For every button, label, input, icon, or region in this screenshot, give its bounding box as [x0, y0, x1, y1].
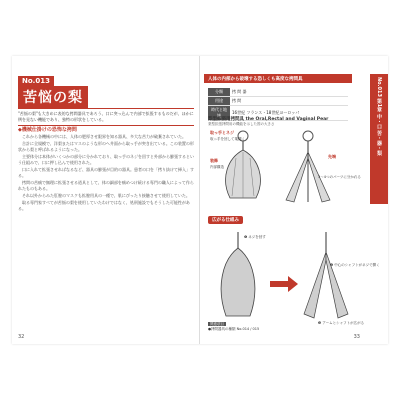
illustration-title: 梨型拡張用拷問具 the Oral,Rectal and Vaginal Pear — [208, 117, 329, 122]
pear-open-icon — [286, 131, 330, 202]
info-value: 拷 問 器 — [230, 88, 348, 97]
table-row — [208, 88, 348, 97]
diagram-note: 取っ手を回して葉開く — [210, 137, 245, 141]
intro-text: "苦悩の梨"も大きめに表的な拷問器具であろう、口に突っ込んで内部で拡張するものだが、ほかに例を見ない機能であり、独特の形状をしている。 — [18, 108, 194, 126]
related-text: ●拷問器具の種類 No.014 / 015 — [208, 327, 260, 331]
left-page — [12, 56, 200, 344]
diagram-note: 内部構造 — [210, 165, 224, 169]
table-row — [208, 97, 348, 106]
info-key: 用途 — [208, 97, 230, 106]
info-key: 時代と地域 — [208, 106, 230, 121]
mechanism-title: 広がる仕組み — [208, 216, 243, 224]
paragraph: 口に入れて拡張させればなるなど、器具の膨張が目的の器具。患者の口を「拷り抜けて挿入」する。 — [18, 166, 194, 179]
section-heading: ◆機械仕掛けの恐怖な拷問 — [18, 127, 77, 133]
book-spread — [12, 56, 388, 344]
page-number-left: 32 — [18, 334, 25, 340]
paragraph: それ以外からみた肛膣のマスクも拡膣用具の一種で、肌にぴったり接触させて使用していた。 — [22, 193, 190, 199]
diagram-note: 取っ手とネジ — [210, 130, 234, 135]
pear-closed-illustration — [208, 128, 361, 208]
mechanism-illustration — [208, 226, 380, 326]
mechanism-step: ❷ 中心のシャフトがネジで開く — [330, 263, 380, 267]
entry-number-badge: No.013 — [18, 76, 54, 86]
paragraph: 主要体分は本体がいくつかの部分に分かれており、取っ手のネジを回すと外部から膨張するという仕組みで、口に押し込んで使用された。 — [18, 153, 194, 166]
arrow-right-icon — [270, 276, 298, 292]
diagram-note: 先端 — [328, 154, 336, 159]
entry-title: 苦悩の梨 — [18, 86, 88, 108]
paragraph: これから各機械の中には、人体の肥厚させ限界を知る器具、多大な苦力が破棄されていた。 — [22, 134, 186, 139]
info-value: 拷 問 — [230, 97, 348, 106]
pear-after-icon — [304, 232, 348, 318]
body-text — [18, 134, 194, 326]
right-page — [200, 56, 388, 344]
info-key: 分類 — [208, 88, 230, 97]
page-number-right: 33 — [353, 334, 360, 340]
diagram-note: 3～4つのパーツに分かれる — [318, 175, 361, 179]
mechanism-step: ❶ ネジを回す — [244, 235, 266, 239]
pear-before-icon — [221, 232, 255, 316]
paragraph: 合計に全規模で、洋梨またはマスのような形のヘ井面から取っ手が突き出ている。この装置の形状から梨と呼ばれるようになった。 — [18, 140, 194, 153]
paragraph: 取る専門家すべてが苦悩の梨を使用していたわけではなく、処刑施設でもそうした可能性がある。 — [18, 199, 190, 212]
related-label: 関連項目 — [210, 322, 224, 326]
header-band: 人体の内部から破壊する恐しくも高度な拷問具 — [204, 74, 352, 83]
related-items — [208, 322, 259, 332]
mechanism-step: ❸ アームとシャフトが広がる — [318, 321, 365, 325]
info-value: 16世紀 フランス・18世紀ヨーロッパ — [230, 106, 348, 121]
diagram-note: 装飾 — [210, 158, 218, 163]
illustration-subtitle: 梨型拡張拷問用の機能を示した図の大きさ — [208, 122, 275, 126]
paragraph: 拷問の苦痛で無理に拡張させる道具として、体の細部を痛めつけ続ける専門の職人によって作られたものもある。 — [18, 180, 194, 192]
pear-closed-icon — [226, 131, 261, 198]
side-tab: No.013 第1章 中・口 苦・器・梨 — [370, 74, 388, 204]
